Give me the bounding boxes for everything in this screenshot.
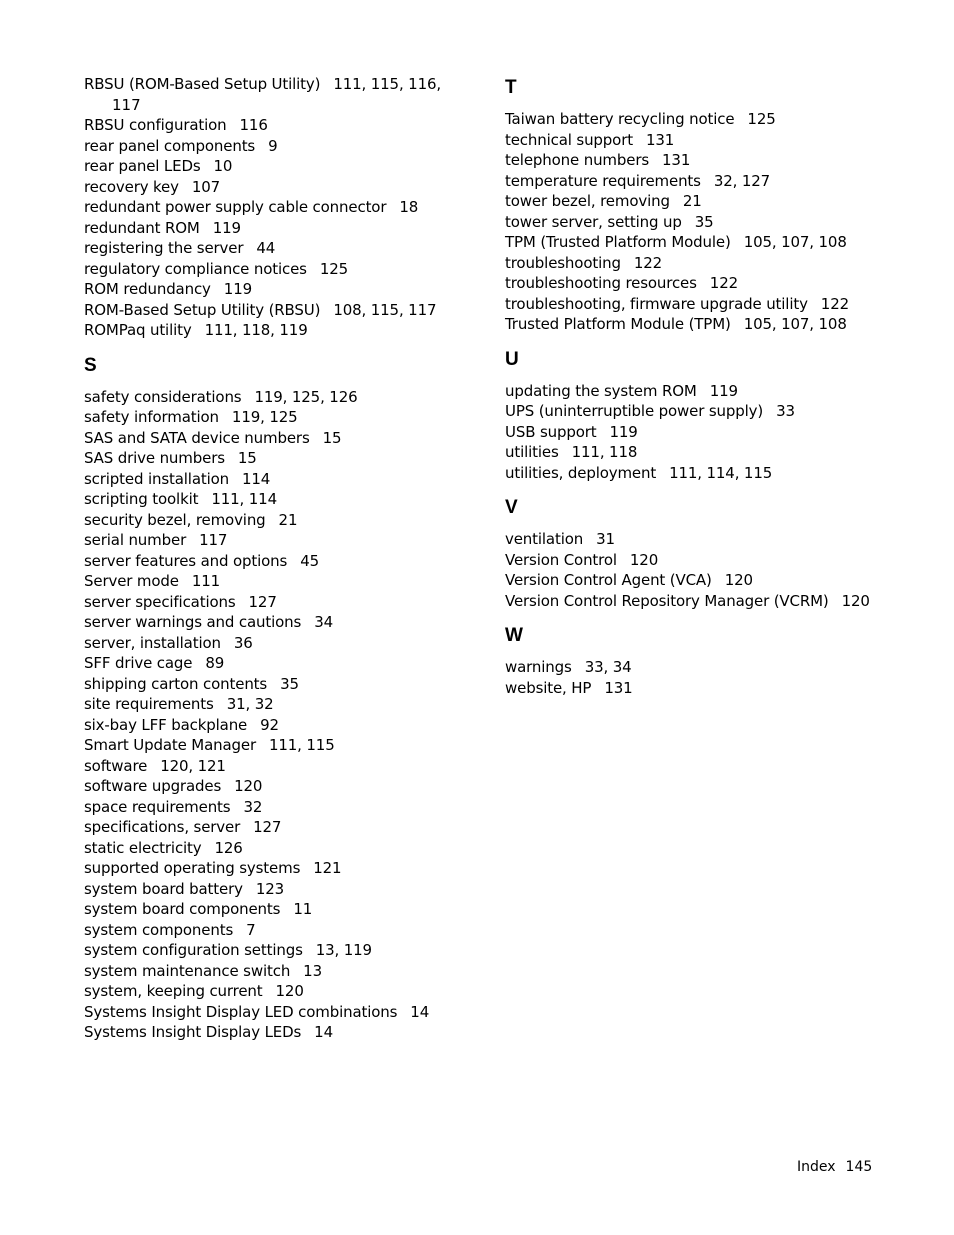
index-term: software xyxy=(84,756,148,775)
index-term: space requirements xyxy=(84,797,231,816)
index-term: server warnings and cautions xyxy=(84,613,302,631)
index-entry xyxy=(84,940,484,961)
index-term: USB support xyxy=(505,422,597,441)
index-page-refs: 111, 114, 115 xyxy=(669,463,773,482)
index-page-refs: 21 xyxy=(278,510,298,529)
index-entry xyxy=(505,130,925,151)
index-term: technical support xyxy=(505,130,633,149)
section-letter-s: S xyxy=(84,354,97,376)
index-page-refs: 14 xyxy=(314,1023,333,1041)
index-page-refs: 119 xyxy=(709,381,738,400)
index-term: tower bezel, removing xyxy=(505,192,670,210)
index-entry xyxy=(84,320,484,341)
index-entry xyxy=(84,510,484,531)
index-entry xyxy=(84,115,484,136)
index-entry xyxy=(84,551,484,572)
index-entries-t xyxy=(505,109,925,335)
index-term: software upgrades xyxy=(84,777,222,795)
index-entry xyxy=(84,653,484,674)
index-page-refs: 111, 115, 116, xyxy=(333,75,441,93)
index-term: troubleshooting, firmware upgrade utility xyxy=(505,294,808,313)
index-term: utilities xyxy=(505,443,559,461)
index-term: Version Control xyxy=(505,550,617,569)
index-page-refs: 107 xyxy=(191,177,221,196)
index-page-refs: 119 xyxy=(609,422,638,441)
index-term: safety considerations xyxy=(84,387,242,406)
index-page-refs: 11 xyxy=(293,900,313,918)
index-page-refs: 119 xyxy=(223,280,252,298)
footer-page-number: 145 xyxy=(845,1159,873,1175)
index-entry xyxy=(84,469,484,490)
index-page-refs: 122 xyxy=(633,253,663,272)
index-term: temperature requirements xyxy=(505,171,701,190)
index-term: site requirements xyxy=(84,695,214,713)
index-entries-u xyxy=(505,381,925,484)
index-page-refs: 114 xyxy=(242,469,271,488)
index-page-refs: 126 xyxy=(214,838,243,857)
index-entry xyxy=(84,74,484,95)
index-term: supported operating systems xyxy=(84,859,301,877)
index-term: rear panel LEDs xyxy=(84,157,201,175)
index-page-refs: 35 xyxy=(694,212,714,231)
index-entry xyxy=(84,197,484,218)
index-entry xyxy=(84,694,484,715)
index-entry xyxy=(84,756,484,777)
index-term: updating the system ROM xyxy=(505,381,697,400)
index-section-u xyxy=(505,349,925,484)
index-entry xyxy=(84,715,484,736)
index-term: server features and options xyxy=(84,551,288,570)
index-entry xyxy=(505,314,925,335)
index-term: ROM redundancy xyxy=(84,280,211,298)
index-term: system configuration settings xyxy=(84,941,303,959)
index-entry xyxy=(84,920,484,941)
index-page-refs: 122 xyxy=(709,274,738,292)
index-page-refs: 18 xyxy=(399,198,419,216)
index-page-refs: 125 xyxy=(747,110,776,128)
index-entry xyxy=(84,776,484,797)
index-page-refs: 14 xyxy=(410,1002,430,1021)
index-page-refs: 13, 119 xyxy=(315,941,372,959)
index-entry xyxy=(84,259,484,280)
index-page-refs: 119, 125 xyxy=(231,408,298,426)
index-term: regulatory compliance notices xyxy=(84,259,307,278)
index-entry xyxy=(505,401,925,422)
index-page-refs: 131 xyxy=(604,678,633,697)
index-term: website, HP xyxy=(505,678,592,697)
index-entry xyxy=(84,735,484,756)
index-page-refs: 35 xyxy=(280,674,299,693)
index-entry xyxy=(84,238,484,259)
index-page-refs: 31 xyxy=(596,530,615,548)
section-letter-t: T xyxy=(505,77,517,98)
index-entry xyxy=(84,674,484,695)
index-page-refs: 120 xyxy=(629,550,659,569)
index-entry xyxy=(84,838,484,859)
index-page-refs: 44 xyxy=(256,239,276,257)
index-page-refs: 105, 107, 108 xyxy=(743,233,847,251)
index-entry xyxy=(84,817,484,838)
index-page-refs: 105, 107, 108 xyxy=(743,315,847,333)
index-entry xyxy=(84,407,484,428)
index-term: RBSU configuration xyxy=(84,116,227,134)
index-entry xyxy=(84,156,484,177)
section-letter-v: V xyxy=(505,497,518,518)
index-page-refs: 127 xyxy=(248,592,277,611)
index-term: telephone numbers xyxy=(505,151,650,169)
index-page-refs: 36 xyxy=(233,633,253,652)
index-term: Systems Insight Display LED combinations xyxy=(84,1002,398,1021)
index-term: Trusted Platform Module (TPM) xyxy=(505,315,731,333)
index-page-refs: 7 xyxy=(246,920,256,939)
index-term: Version Control Repository Manager (VCRM) xyxy=(505,591,829,610)
index-term: Server mode xyxy=(84,572,179,590)
index-page-refs: 121 xyxy=(313,859,342,877)
index-entry xyxy=(505,150,925,171)
index-term: server, installation xyxy=(84,633,221,652)
index-term: SAS drive numbers xyxy=(84,449,225,467)
index-entry xyxy=(84,1002,484,1023)
index-entry xyxy=(505,381,925,402)
index-page-refs: 9 xyxy=(268,136,278,155)
index-page-refs: 125 xyxy=(319,259,349,278)
index-term: UPS (uninterruptible power supply) xyxy=(505,402,764,420)
index-page-refs: 111, 118, 119 xyxy=(204,321,308,339)
index-page-refs: 108, 115, 117 xyxy=(333,300,437,319)
index-entry xyxy=(84,571,484,592)
index-term: TPM (Trusted Platform Module) xyxy=(505,233,731,251)
index-page-refs: 111, 118 xyxy=(571,443,638,461)
index-page-refs: 32 xyxy=(243,797,263,816)
index-entry xyxy=(505,212,925,233)
index-entry xyxy=(84,448,484,469)
index-entry xyxy=(505,294,925,315)
index-term: safety information xyxy=(84,408,219,426)
index-entry xyxy=(84,899,484,920)
index-term: tower server, setting up xyxy=(505,212,682,231)
index-term: scripting toolkit xyxy=(84,490,199,508)
index-page-refs: 45 xyxy=(300,551,319,570)
index-page-refs: 33, 34 xyxy=(584,658,632,676)
index-entry xyxy=(84,633,484,654)
index-entries-v xyxy=(505,529,925,611)
index-page-refs-continued: 117 xyxy=(112,95,141,114)
index-page-refs: 122 xyxy=(820,294,849,313)
index-column-left xyxy=(84,74,484,1057)
index-term: redundant power supply cable connector xyxy=(84,198,387,216)
index-page-refs: 120 xyxy=(724,571,753,589)
index-term: system board components xyxy=(84,900,281,918)
index-page-refs: 120 xyxy=(275,982,304,1000)
section-letter-u: U xyxy=(505,348,519,370)
index-term: system board battery xyxy=(84,879,243,898)
index-entry xyxy=(84,489,484,510)
index-entry xyxy=(505,232,925,253)
index-entry xyxy=(505,191,925,212)
index-entry xyxy=(505,171,925,192)
index-section-w xyxy=(505,625,925,698)
index-page-refs: 127 xyxy=(253,818,282,836)
index-page-refs: 111, 115 xyxy=(268,736,335,754)
index-page-refs: 15 xyxy=(237,449,257,467)
index-entry xyxy=(84,530,484,551)
footer-label: Index xyxy=(797,1159,836,1175)
index-entry xyxy=(84,300,484,321)
index-term: ventilation xyxy=(505,530,584,548)
index-term: ROMPaq utility xyxy=(84,321,192,339)
index-term: SAS and SATA device numbers xyxy=(84,428,310,447)
index-page-refs: 119 xyxy=(212,218,241,237)
index-term: rear panel components xyxy=(84,136,256,155)
index-section-s xyxy=(84,355,484,1043)
index-page-refs: 120 xyxy=(234,777,263,795)
index-term: system, keeping current xyxy=(84,982,263,1000)
index-page-refs: 131 xyxy=(645,130,675,149)
index-section-t xyxy=(505,77,925,335)
index-term: system components xyxy=(84,920,234,939)
index-entry xyxy=(84,177,484,198)
index-page-refs: 120 xyxy=(841,591,870,610)
index-entry xyxy=(505,273,925,294)
index-term: Systems Insight Display LEDs xyxy=(84,1023,302,1041)
index-page-refs: 111, 114 xyxy=(211,490,277,508)
index-term: specifications, server xyxy=(84,818,241,836)
index-page-refs: 120, 121 xyxy=(160,756,226,775)
index-entry xyxy=(505,422,925,443)
index-term: six-bay LFF backplane xyxy=(84,715,248,734)
index-term: scripted installation xyxy=(84,469,229,488)
index-entries-w xyxy=(505,657,925,698)
index-page-refs: 15 xyxy=(322,428,342,447)
index-entry xyxy=(505,678,925,699)
index-page-refs: 119, 125, 126 xyxy=(254,387,358,406)
index-entry xyxy=(505,442,925,463)
index-term: server specifications xyxy=(84,592,236,611)
index-term: shipping carton contents xyxy=(84,674,268,693)
index-entry xyxy=(84,797,484,818)
index-term: troubleshooting resources xyxy=(505,274,697,292)
index-entry xyxy=(505,570,925,591)
section-letter-w: W xyxy=(505,625,523,646)
index-page-refs: 116 xyxy=(239,116,268,134)
index-entry xyxy=(505,529,925,550)
index-entry xyxy=(84,136,484,157)
index-page-refs: 31, 32 xyxy=(226,695,274,713)
index-entry xyxy=(505,463,925,484)
index-term: SFF drive cage xyxy=(84,654,193,672)
index-page-refs: 10 xyxy=(213,157,233,175)
index-term: warnings xyxy=(505,658,572,676)
index-entries-s xyxy=(84,387,484,1043)
index-term: recovery key xyxy=(84,177,179,196)
index-page-refs: 89 xyxy=(205,654,225,672)
index-term: redundant ROM xyxy=(84,218,200,237)
index-page-refs: 33 xyxy=(776,402,795,420)
index-term: serial number xyxy=(84,531,187,549)
index-term: static electricity xyxy=(84,838,202,857)
index-term: utilities, deployment xyxy=(505,463,657,482)
index-term: system maintenance switch xyxy=(84,961,291,980)
index-entry xyxy=(505,591,925,612)
index-entry xyxy=(84,1022,484,1043)
index-term: Version Control Agent (VCA) xyxy=(505,571,712,589)
index-entry xyxy=(84,612,484,633)
index-entry xyxy=(505,550,925,571)
index-entry xyxy=(84,592,484,613)
index-term: registering the server xyxy=(84,239,244,257)
index-page-refs: 32, 127 xyxy=(713,171,771,190)
index-page-refs: 117 xyxy=(199,531,228,549)
index-entry xyxy=(505,253,925,274)
index-entry xyxy=(84,981,484,1002)
index-page-refs: 21 xyxy=(682,192,702,210)
index-term: Smart Update Manager xyxy=(84,736,256,754)
index-page-refs: 111 xyxy=(191,572,221,590)
index-term: troubleshooting xyxy=(505,253,621,272)
index-entry xyxy=(84,279,484,300)
index-entry xyxy=(84,858,484,879)
index-entry xyxy=(505,657,925,678)
index-entry xyxy=(84,387,484,408)
index-page-refs: 13 xyxy=(303,961,322,980)
index-term: RBSU (ROM-Based Setup Utility) xyxy=(84,75,321,93)
index-page-refs: 92 xyxy=(260,715,279,734)
index-page-refs: 131 xyxy=(662,151,691,169)
index-section-v xyxy=(505,497,925,611)
index-entry xyxy=(84,879,484,900)
index-term: security bezel, removing xyxy=(84,510,266,529)
index-entry xyxy=(505,109,925,130)
index-page-refs: 34 xyxy=(314,613,333,631)
index-page-refs: 123 xyxy=(255,879,285,898)
index-entry xyxy=(84,961,484,982)
index-term: Taiwan battery recycling notice xyxy=(505,110,735,128)
index-section-r-continued xyxy=(84,74,484,341)
page-footer xyxy=(797,1157,872,1177)
index-entry xyxy=(84,218,484,239)
index-term: ROM-Based Setup Utility (RBSU) xyxy=(84,300,321,319)
index-column-right xyxy=(505,74,925,712)
index-entry xyxy=(84,428,484,449)
